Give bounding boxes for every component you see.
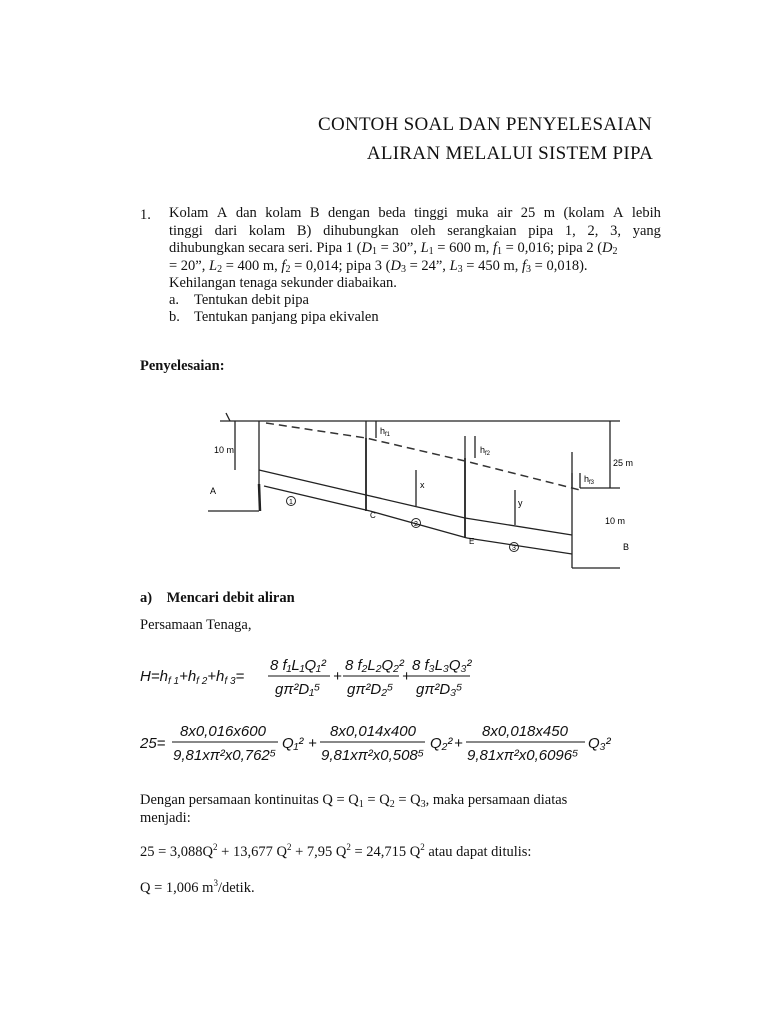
question-number: 1.: [140, 207, 151, 223]
eq2-lhs: 25=: [140, 735, 166, 752]
document-title-line-2: ALIRAN MELALUI SISTEM PIPA: [366, 143, 654, 164]
eq2-q3: Q₃²: [588, 735, 611, 752]
question-word: kolam: [248, 222, 286, 239]
diagram-label-hf1: $h_{f1}$: [380, 426, 391, 438]
diagram-label-hf2: $h_{f2}$: [480, 445, 491, 457]
diagram-label-x: x: [420, 480, 425, 490]
question-word: B: [309, 205, 320, 221]
diagram-label-10m-bottom: 10 m: [605, 516, 626, 526]
diagram-label-25m: 25 m: [613, 458, 634, 468]
question-word: (kolam: [563, 205, 605, 221]
pipe-2-label: 2: [414, 521, 418, 528]
energy-equation: [140, 650, 480, 700]
eq1-denominator-3: gπ²D₃⁵: [416, 681, 463, 698]
eq2-plus-1: +: [308, 735, 317, 752]
question-word: A: [216, 205, 228, 221]
diagram-label-b: B: [623, 542, 630, 552]
eq1-numerator-2: 8 f₂L₂Q₂²: [345, 657, 404, 674]
eq2-denominator-2: 9,81xπ²x0,508⁵: [321, 747, 425, 764]
question-word: 1,: [564, 222, 576, 239]
question-word: dan: [235, 205, 257, 221]
eq1-denominator-1: gπ²D₁⁵: [275, 681, 321, 698]
diagram-label-c: C: [370, 511, 376, 520]
question-word: dengan: [328, 205, 370, 221]
eq2-denominator-1: 9,81xπ²x0,762⁵: [173, 747, 277, 764]
question-word: dihubungkan: [323, 222, 399, 239]
option-a: a. Tentukan debit pipa: [169, 292, 309, 308]
eq1-numerator-1: 8 f₁L₁Q₁²: [270, 657, 326, 674]
eq1-numerator-3: 8 f₃L₃Q₃²: [412, 657, 472, 674]
option-b: b. Tentukan panjang pipa ekivalen: [169, 309, 379, 325]
question-word: 2,: [587, 222, 599, 239]
question-text: [169, 205, 661, 293]
diagram-label-y: y: [518, 498, 523, 508]
question-word: pipa: [528, 222, 554, 239]
question-word: tinggi: [169, 222, 203, 239]
question-line-4: = 20”, L 2 = 400 m, f 2 = 0,014; pipa 3 ( D 3 = 24”, L 3 = 450 m, f 3 = 0,018).: [169, 257, 588, 275]
question-word: m: [543, 205, 556, 221]
question-word: muka: [456, 205, 489, 221]
question-line-3: dihubungkan secara seri. Pipa 1 ( D 1 = 30”, L 1 = 600 m, f 1 = 0,016; pipa 2 ( D 2: [169, 240, 618, 258]
eq1-denominator-2: gπ²D₂⁵: [347, 681, 394, 698]
eq2-denominator-3: 9,81xπ²x0,6096⁵: [467, 747, 579, 764]
eq2-numerator-3: 8x0,018x450: [482, 723, 568, 740]
question-word: yang: [632, 222, 661, 239]
question-word: beda: [378, 205, 406, 221]
question-word: Kolam: [169, 205, 209, 221]
question-word: oleh: [410, 222, 436, 239]
question-word: kolam: [265, 205, 302, 221]
eq1-plus-2: +: [402, 668, 411, 685]
continuity-line-1: Dengan persamaan kontinuitas $Q = Q_1 = Q_2 = Q_3$, maka persamaan diatas: [140, 792, 568, 810]
question-word: 3,: [610, 222, 622, 239]
document-title-line-1: CONTOH SOAL DAN PENYELESAIAN: [317, 114, 653, 135]
diagram-label-a: A: [210, 486, 217, 496]
question-word: tinggi: [414, 205, 448, 221]
eq2-numerator-1: 8x0,016x600: [180, 723, 266, 740]
question-word: lebih: [631, 205, 661, 221]
question-line-1: [169, 205, 661, 223]
question-word: dari: [214, 222, 238, 239]
question-word: air: [497, 205, 513, 221]
energy-equation-label: Persamaan Tenaga,: [140, 617, 252, 633]
eq2-plus-2: +: [454, 735, 463, 752]
diagram-label-10m-top: 10 m: [214, 445, 235, 455]
eq2-q2: Q₂²: [430, 735, 453, 752]
pipe-1-label: 1: [289, 499, 293, 506]
numeric-energy-equation: [140, 718, 620, 768]
diagram-label-e: E: [469, 537, 475, 546]
question-word: B): [296, 222, 312, 239]
section-a-heading: a) Mencari debit aliran: [140, 590, 295, 606]
eq2-q1: Q₁²: [282, 735, 304, 752]
continuity-line-2: menjadi:: [140, 810, 191, 826]
question-line-5: Kehilangan tenaga sekunder diabaikan.: [169, 275, 397, 292]
eq1-plus-1: +: [333, 668, 342, 685]
discharge-result: Q = 1,006 $m^3$/detik.: [140, 878, 255, 896]
question-word: serangkaian: [447, 222, 517, 239]
question-line-2: [169, 223, 661, 241]
pipe-3-label: 3: [512, 545, 516, 552]
eq1-lhs: $H=h_{f 1}+h_{f 2}+h_{f 3}=$: [140, 668, 245, 687]
diagram-label-hf3: $h_{f3}$: [584, 474, 595, 486]
pipe-system-diagram: [180, 398, 640, 583]
question-word: 25: [520, 205, 536, 221]
question-word: A: [612, 205, 624, 221]
result-equation: $25 = 3,088Q^2 + 13,677$ $Q^2 + 7,95$ $Q^2 = 24,715$ $Q^2$ atau dapat ditulis:: [140, 842, 532, 860]
solution-heading: Penyelesaian:: [140, 358, 225, 374]
eq2-numerator-2: 8x0,014x400: [330, 723, 416, 740]
